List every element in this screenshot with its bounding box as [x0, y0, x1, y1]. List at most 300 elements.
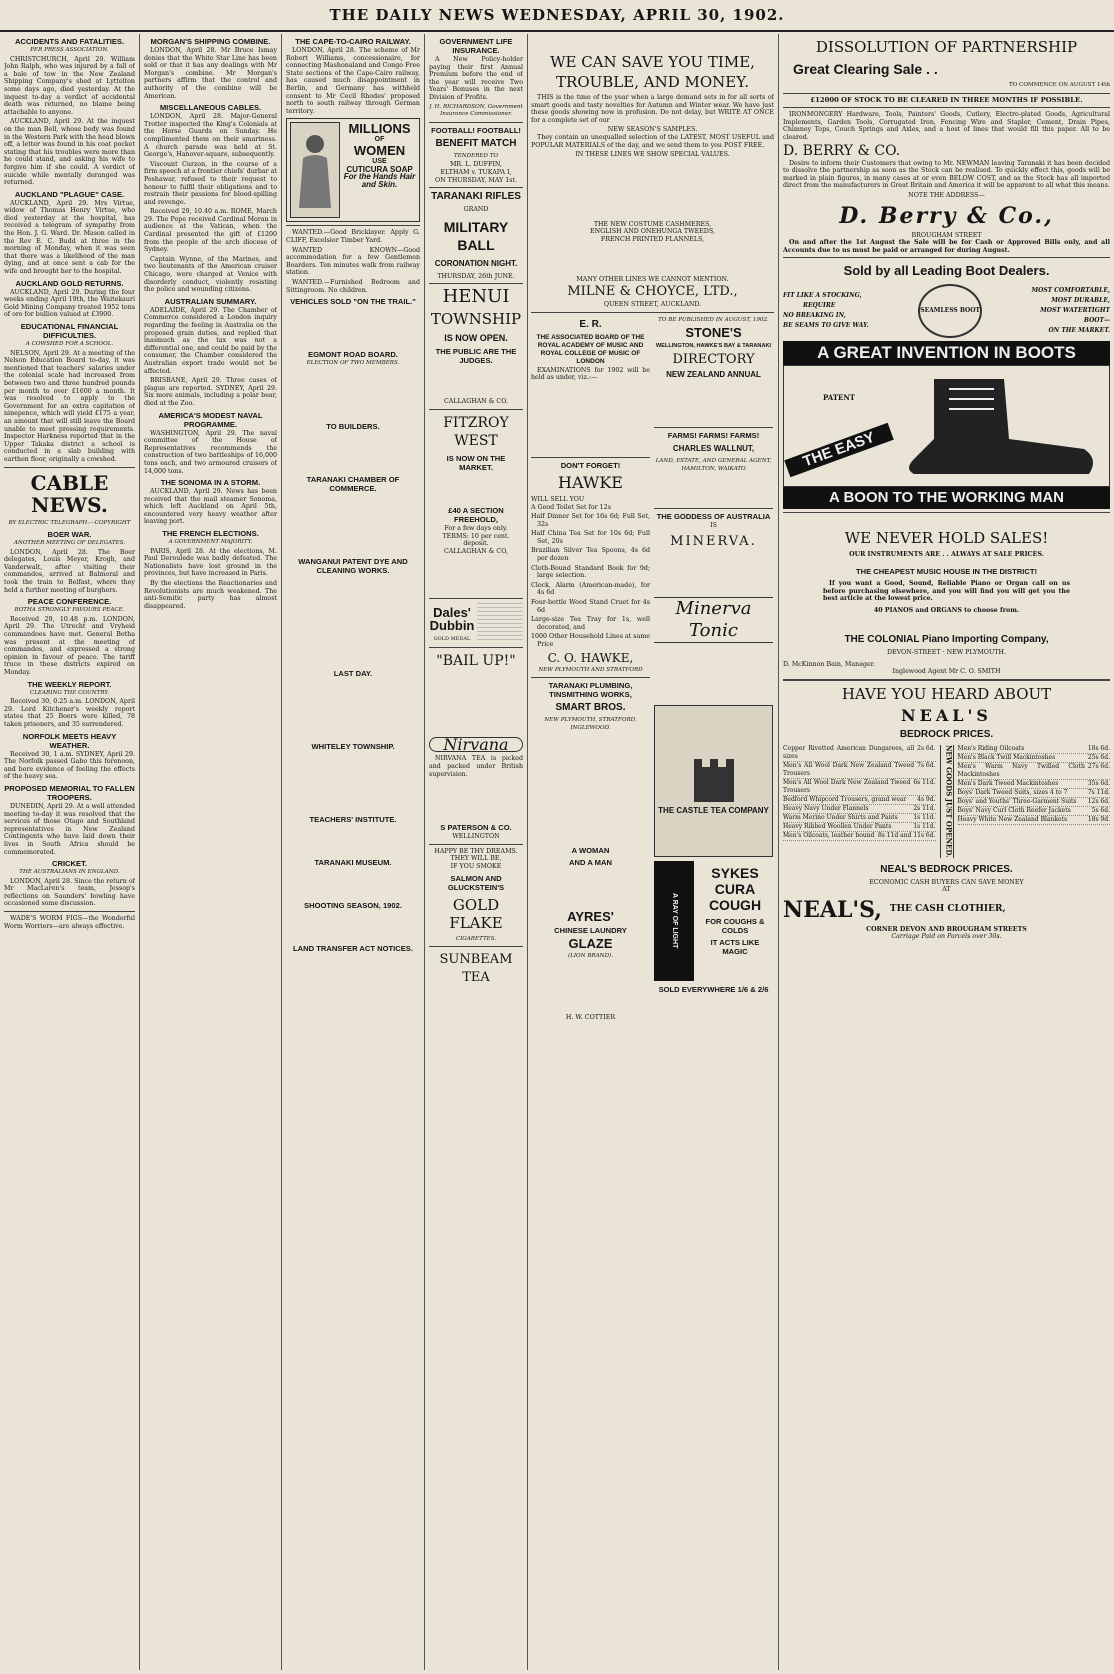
list-item: Four-bottle Wood Stand Cruet for 4s 6d: [531, 599, 650, 614]
list-item: 1000 Other Household Lines at same Price: [531, 633, 650, 648]
headline: FARMS! FARMS! FARMS!: [667, 431, 760, 441]
text: IF YOU SMOKE: [450, 863, 502, 871]
price-row: [958, 780, 1111, 789]
price-item: Boys' Navy Curl Cloth Reefer Jackets: [957, 807, 1071, 815]
article-text: AUCKLAND, April 29. During the four weeks ending April 19th, the Waitekauri Gold Mining Company treated 1952 tons of ore for bullion valued at £3900.: [4, 288, 135, 319]
headline: THE ASSOCIATED BOARD OF THE ROYAL ACADEMY OF MUSIC AND ROYAL COLLEGE OF MUSIC OF LONDON: [536, 333, 645, 365]
divider: [429, 844, 523, 845]
text: HAPPY BE THY DREAMS.: [434, 847, 518, 855]
text: CORNER DEVON AND BROUGHAM STREETS: [866, 925, 1027, 933]
two-column-adverts: [531, 316, 774, 1022]
headline: AUSTRALIAN SUMMARY.: [164, 296, 257, 306]
article-text: PARIS, April 28. At the elections, M. Paul Deroulede was badly defeated. The Nationalists have lost ground in the provinces, but have increased in Paris.: [144, 547, 277, 578]
price-value: 7s 11d.: [1087, 789, 1110, 797]
column-3: [286, 34, 420, 1670]
advertiser-name: HAWKE: [558, 472, 623, 492]
masthead: THE DAILY NEWS WEDNESDAY, APRIL 30, 1902.: [329, 6, 785, 24]
text: WILL SELL YOU: [531, 495, 585, 503]
spacer: [531, 733, 650, 843]
article-text: BRISBANE, April 29. Three cases of plague are reported. SYDNEY, April 29. Six more animals, including a polar bear, died at the Zoo.: [144, 377, 277, 407]
spacer: [531, 868, 650, 908]
advert-title: Dales' Dubbin: [429, 605, 475, 634]
spacer: [429, 555, 523, 595]
woman-illustration: [290, 122, 340, 218]
classified: WANTED.—Furnished Bedroom and Sittingroom. No children.: [286, 278, 420, 294]
advert-title: USE: [372, 157, 387, 165]
headline: FOOTBALL! FOOTBALL!: [431, 125, 521, 135]
price-item: Boys' Dark Tweed Suits, sizes 4 to 7: [957, 789, 1068, 797]
column-rule: [281, 34, 282, 1670]
seamless-seal: SEAMLESS BOOT: [918, 284, 982, 338]
advert-text: On and after the 1st August the Sale will be for Cash or Approved Bills only, and all Accounts due to us must be paid or arranged for during August.: [783, 239, 1110, 254]
list-item: Half China Tea Set for 10s 6d; Full Set, 20s: [531, 530, 650, 545]
headline: THE CAPE-TO-CAIRO RAILWAY.: [295, 37, 411, 46]
headline: FITZROY WEST: [443, 414, 509, 449]
article-text: LONDON, April 28. The scheme of Mr Robert Williams, concessionaire, for connecting Mashonaland and Congo Free State sections of the Cape-Cairo railway, has caused much disappointment in Berlin, and Germany has withheld consent to Mr Cecil Rhodes' proposed north to south railway through German territory.: [286, 47, 420, 115]
advertiser-name: MILNE & CHOYCE, LTD.,: [567, 284, 738, 300]
nirvana-logo: Nirvana: [429, 737, 523, 753]
price-item: Bedford Whipcord Trousers, grand wear: [783, 796, 907, 804]
headline: PROPOSED MEMORIAL TO FALLEN TROOPERS.: [4, 783, 135, 802]
subhead: TO COMMENCE ON AUGUST 14th: [1008, 82, 1110, 88]
subhead: LAND, ESTATE, AND GENERAL AGENT, HAMILTON, WAIKATO: [655, 458, 772, 472]
spacer: [654, 555, 773, 595]
headline: TOWNSHIP: [430, 310, 522, 329]
price-value: 12s 6d.: [1087, 798, 1110, 806]
headline: NEW ZEALAND ANNUAL: [666, 370, 761, 380]
text: NEW SEASON'S SAMPLES.: [607, 126, 698, 134]
advert-text-block: [477, 603, 523, 643]
subhead: ANOTHER MEETING OF DELEGATES.: [13, 540, 126, 547]
divider: [783, 512, 1110, 513]
price-value: 2s 6d.: [917, 745, 936, 753]
price-value: 35s 6d.: [1087, 780, 1110, 788]
subhead: ELECTION OF TWO MEMBERS.: [306, 360, 400, 367]
headline: IT ACTS LIKE MAGIC: [710, 938, 760, 957]
divider: [286, 225, 420, 226]
divider: [783, 107, 1110, 108]
spacer: [429, 473, 523, 503]
advert-text: GOLD MEDAL: [433, 636, 471, 643]
boot-features: [783, 284, 1110, 338]
price-list-right: [958, 745, 1111, 858]
classified: WANTED.—Good Bricklayer. Apply G. CLIFF, Excelsior Timber Yard.: [286, 229, 420, 244]
subhead: A COWSHED FOR A SCHOOL.: [25, 341, 114, 347]
boon-banner: A BOON TO THE WORKING MAN: [783, 487, 1110, 509]
text: IS: [710, 521, 717, 529]
headline: TARANAKI MUSEUM.: [314, 857, 392, 867]
headline: DON'T FORGET!: [560, 460, 621, 470]
left-advert-column: [531, 316, 650, 1022]
headline: TARANAKI PLUMBING, TINSMITHING WORKS,: [548, 681, 633, 700]
headline: MILITARY BALL: [443, 218, 509, 253]
price-item: Heavy White New Zealand Blankets: [957, 816, 1068, 824]
price-item: Men's All Wool Dark New Zealand Tweed Trousers: [783, 779, 911, 795]
headline: SOLD EVERYWHERE 1/6 & 2/6: [658, 985, 769, 995]
advert-title: For the Hands Hair and Skin.: [343, 172, 416, 189]
headline: AUCKLAND "PLAGUE" CASE.: [14, 189, 125, 199]
price-item: Men's Riding Oilcoats: [957, 745, 1025, 753]
price-value: 5s 6d.: [1091, 807, 1110, 815]
advert-title: OF: [374, 136, 385, 144]
divider: [783, 93, 1110, 94]
advert-title: MILLIONS: [348, 121, 411, 137]
column-1: [4, 34, 135, 1670]
price-value: 2s 11d.: [913, 805, 936, 813]
sykes-advert: [654, 861, 773, 981]
feature-text: BE SEAMS TO GIVE WAY.: [783, 322, 869, 330]
text: THE CASH CLOTHIER,: [889, 904, 1006, 915]
feature-text: NO BREAKING IN,: [783, 312, 846, 320]
price-item: Copper Rivetted American Dungarees, all sizes: [783, 745, 915, 761]
headline: E. R.: [579, 318, 602, 330]
article-text: LONDON, April 28. Since the return of Mr MacLaren's team, Jessop's reflections on Saunders' bowling have occasioned some discussion.: [4, 877, 135, 908]
advertiser-name: AYRES': [567, 909, 614, 925]
spacer: [531, 962, 650, 1012]
advert-text: If you want a Good, Sound, Reliable Piano or Organ call on us before purchasing elsewhere, and you will find you will get you the best article at the lowest price.: [823, 579, 1070, 603]
headline: HENUI: [442, 286, 510, 308]
divider: [783, 679, 1110, 681]
price-row: [958, 763, 1111, 780]
price-value: 18s 6d.: [1087, 745, 1110, 753]
spacer: [286, 494, 420, 554]
headline: WELLINGTON, HAWKE'S BAY & TARANAKI: [655, 343, 772, 350]
headline: DIRECTORY: [672, 352, 755, 368]
text: QUEEN STREET, AUCKLAND.: [603, 301, 702, 309]
boot-illustration-panel: [783, 365, 1110, 487]
list-item: A Good Toilet Set for 12s: [531, 503, 611, 511]
price-row: [958, 816, 1111, 825]
dales-dubbin-advert: [429, 602, 523, 644]
divider: [783, 257, 1110, 258]
headline: EGMONT ROAD BOARD.: [308, 350, 398, 360]
classified: WANTED KNOWN—Good accommodation for a few Gentlemen Boarders. Ten minutes walk from railway station.: [286, 246, 420, 277]
headline: IS NOW ON THE MARKET.: [446, 453, 506, 472]
advert-text: THIS is the time of the year when a large demand sets in for all sorts of smart goods and tasty novelties for Autumn and Winter wear. We have just these goods showing now in profusion. Do not delay, but WRITE AT ONCE for a complete set of our: [531, 94, 774, 124]
advertiser-name: D. BERRY & CO.: [783, 142, 901, 159]
text: £12000 OF STOCK TO BE CLEARED IN THREE MONTHS IF POSSIBLE.: [810, 95, 1083, 104]
subhead: BY ELECTRIC TELEGRAPH.—COPYRIGHT: [8, 519, 131, 526]
text: OUR INSTRUMENTS ARE . . ALWAYS AT SALE PRICES.: [849, 551, 1044, 559]
price-list-left: [783, 745, 936, 858]
text: THURSDAY, 26th JUNE.: [437, 272, 515, 280]
text: THE NEW COSTUME CASHMERES,: [593, 220, 712, 228]
spacer: [531, 244, 774, 274]
headline: THE FRENCH ELECTIONS.: [162, 529, 259, 539]
subhead: PER PRESS ASSOCIATION.: [30, 47, 109, 53]
text: IN THESE LINES WE SHOW SPECIAL VALUES.: [575, 151, 730, 159]
divider: [429, 598, 523, 599]
feature-text: MOST DURABLE,: [1051, 297, 1110, 305]
article-text: Received 30, 1 a.m. SYDNEY, April 29. The Norfolk passed Gabo this forenoon, and bore evidence of feeling the effects of the heavy sea.: [4, 750, 135, 781]
article-text: LONDON, April 28. Mr Bruce Ismay denies that the White Star Line has been sold or that it has any dealings with Mr Morgan's combine. Mr Morgan's partners affirm that the control and authority of the combine will be American.: [144, 47, 277, 100]
price-value: 4s 9d.: [917, 796, 936, 804]
headline: CHINESE LAUNDRY: [554, 926, 627, 936]
headline: LAND TRANSFER ACT NOTICES.: [293, 943, 413, 953]
headline: NORFOLK MEETS HEAVY WEATHER.: [22, 731, 117, 750]
headline: MISCELLANEOUS CABLES.: [159, 103, 262, 113]
article-text: NELSON, April 29. At a meeting of the Nelson Education Board to-day, it was mentioned that teachers' salaries under the colonial scale had increased from between two and three hundred pounds per month to over £1600 a month. It was resolved to apply to the Government for an extra capitation of ninepence, which will yield £175 a year, an amount that will still leave the Board unable to meet pressing requirements. Inspector Harkness reported that in the Upper Takaka district a school is conducted in a slab building with earthen floor, originally a cowshed.: [4, 349, 135, 463]
right-advert-column: [654, 316, 773, 1022]
boot-icon: [894, 369, 1104, 484]
subhead: CIGARETTES.: [455, 935, 497, 942]
article-text: Received 30, 0.25 a.m. LONDON, April 29. Lord Kitchener's weekly report states that 25 Boers were killed, 78 taken prisoners, and 35 surrendered.: [4, 698, 135, 728]
headline: HAVE YOU HEARD ABOUT: [841, 685, 1052, 704]
feature-text: ON THE MARKET.: [1048, 327, 1110, 335]
price-row: [958, 807, 1111, 816]
text: 40 PIANOS and ORGANS to choose from.: [873, 606, 1020, 614]
headline: MINERVA.: [670, 534, 757, 550]
text: NOTE THE ADDRESS—: [908, 191, 985, 199]
item-list: [531, 504, 650, 649]
easy-banner: THE EASY: [784, 423, 894, 478]
text: DEVON-STREET · NEW PLYMOUTH.: [887, 649, 1006, 657]
price-item: Heavy Ribbed Woollen Under Pants: [783, 823, 892, 831]
spacer: [429, 674, 523, 734]
price-row: [783, 779, 936, 796]
headline: GOLD FLAKE: [449, 895, 503, 932]
article-text: LONDON, April 28. The Boer delegates, Louis Meyer, Krogh, and Vanderwalt, after visiting their commandos, arrived at Balmoral and took the train to Belfast, where they held a further meeting of burghers.: [4, 548, 135, 594]
price-row: [783, 745, 936, 762]
text: THEY WILL BE,: [450, 855, 502, 863]
divider: [429, 187, 523, 188]
divider: [429, 409, 523, 410]
headline: TEACHERS' INSTITUTE.: [309, 814, 397, 824]
spacer: [286, 576, 420, 666]
price-value: 1s 11d.: [913, 814, 936, 822]
price-row: [783, 823, 936, 832]
divider: [429, 283, 523, 284]
advert-text: EXAMINATIONS for 1902 will be held as under, viz.:—: [531, 366, 650, 382]
column-rule: [778, 34, 779, 1670]
headline: ACCIDENTS AND FATALITIES.: [14, 37, 125, 46]
subhead: TENDERED TO: [453, 152, 499, 159]
headline: DISSOLUTION OF PARTNERSHIP: [815, 38, 1078, 56]
headline: S PATERSON & CO.: [440, 823, 512, 833]
spacer: [286, 868, 420, 898]
text: D. McKinnon Bain, Manager.: [783, 660, 876, 668]
price-item: Men's Black Twill Mackintoshes: [957, 754, 1056, 762]
headline: WHITELEY TOWNSHIP.: [311, 741, 395, 751]
subhead: NEW PLYMOUTH, STRATFORD, INGLEWOOD.: [544, 717, 637, 731]
feature-text: MOST COMFORTABLE,: [1031, 287, 1110, 295]
article-text: AUCKLAND, April 29. At the inquest on the man Bell, whose body was found in the Western Park with the head blown off, a letter was found in his coat pocket stating that his troubles were more than he could stand, and asking his wife to forgive him if she could. A verdict of suicide while mentally deranged was returned.: [4, 118, 135, 187]
headline: CRICKET.: [51, 859, 88, 869]
invention-banner: A GREAT INVENTION IN BOOTS: [783, 341, 1110, 365]
spacer: [429, 366, 523, 396]
divider: [531, 312, 774, 313]
headline: SUNBEAM TEA: [439, 952, 513, 986]
price-row: [783, 796, 936, 805]
price-row: [958, 789, 1111, 798]
advertiser-name: THE COLONIAL Piano Importing Company,: [844, 634, 1049, 646]
text: ON THURSDAY, MAY 1st.: [434, 176, 518, 184]
text: Inglewood Agent Mr C. O. SMITH: [892, 668, 1001, 676]
spacer: [531, 384, 650, 454]
headline: TROUBLE, AND MONEY.: [556, 73, 749, 91]
advertiser-name: C. O. HAWKE,: [547, 650, 634, 665]
divider: [429, 122, 523, 123]
advertiser-name: NEAL'S,: [783, 896, 882, 923]
text: TERMS: 10 per cent. deposit.: [442, 532, 510, 548]
headline: "BAIL UP!": [436, 652, 516, 669]
price-item: Men's Dark Tweed Mackintoshes: [957, 780, 1059, 788]
text: GRAND: [463, 206, 489, 214]
headline: WE NEVER HOLD SALES!: [844, 529, 1049, 548]
cable-news-heading: CABLE NEWS.: [30, 470, 109, 517]
advertiser-name: D. Berry & Co.,: [839, 202, 1054, 229]
headline: TARANAKI RIFLES: [431, 191, 521, 203]
divider: [4, 911, 135, 912]
neals-footer: [783, 894, 1110, 926]
article-text: WASHINGTON, April 29. The naval committee of the House of Representatives recommends the construction of two battleships of 16,000 tons each, and two armoured cruisers of 14,000 tons.: [144, 429, 277, 475]
subhead: CLEARING THE COUNTRY.: [29, 689, 110, 696]
headline: WANGANUI PATENT DYE AND CLEANING WORKS.: [298, 556, 408, 575]
feature-text: FIT LIKE A STOCKING,: [783, 292, 862, 300]
column-rule: [139, 34, 140, 1670]
article-text: Received 29, 10.48 p.m. LONDON, April 29. The Utrecht and Vryheid commandoes have met. General Botha was present at the meeting of commandos, and expressed a strong opinion in favour of peace. The tariff truce in these districts expired on Monday.: [4, 615, 135, 676]
headline: THE CHEAPEST MUSIC HOUSE IN THE DISTRICT!: [856, 566, 1037, 576]
text: AT: [942, 886, 951, 894]
column-4: [429, 34, 523, 1670]
headline: IS NOW OPEN.: [444, 333, 508, 344]
subhead: BOTHA STRONGLY FAVOURS PEACE.: [14, 607, 125, 614]
price-value: 27s 6d.: [1087, 763, 1110, 771]
ray-of-light-banner: A RAY OF LIGHT: [654, 861, 694, 981]
column-rule: [424, 34, 425, 1670]
advertiser-name: SMART BROS.: [555, 702, 626, 714]
feature-text: MOST WATERTIGHT: [1040, 307, 1110, 315]
minerva-tonic-logo: Minerva Tonic: [654, 597, 773, 643]
headline: THE PUBLIC ARE THE JUDGES.: [435, 347, 517, 366]
subhead: TO BE PUBLISHED IN AUGUST, 1902.: [658, 316, 769, 323]
subhead: (LION BRAND).: [567, 953, 614, 960]
headline: GLAZE: [568, 936, 613, 952]
headline: EDUCATIONAL FINANCIAL DIFFICULTIES.: [20, 322, 119, 340]
subhead: NEW PLYMOUTH AND STRATFORD: [538, 666, 643, 673]
headline: Sold by all Leading Boot Dealers.: [843, 263, 1050, 279]
price-item: Men's Warm Navy Twilled Cloth Mackintoshes: [957, 763, 1085, 779]
article-text: LONDON, April 28. Major-General Trotter inspected the King's Colonials at the Horse Guards on Sunday. He complimented them on their smartness. A church parade was held at St. George's, Hanover-square, subsequently.: [144, 113, 277, 159]
price-value: 18s 9d.: [1087, 816, 1110, 824]
headline: CORONATION NIGHT.: [434, 258, 518, 268]
price-row: [783, 814, 936, 823]
article-text: AUCKLAND, April 29. Mrs Virtue, widow of Thomas Henry Virtue, who died yesterday at the hospital, has received a telegram of sympathy from the Hon. J. G. Ward. Dr. Mason called in the Rev E. C. Budd at three in the morning of Monday, when it was seen that there was a likelihood of the man dying, and at once sent a cab for the wife and brought her to the hospital.: [4, 199, 135, 276]
headline: TARANAKI CHAMBER OF COMMERCE.: [306, 474, 400, 493]
headline: BENEFIT MATCH: [435, 137, 517, 149]
spacer: [286, 825, 420, 855]
divider: [429, 647, 523, 648]
advert-title: CUTICURA SOAP: [346, 164, 413, 174]
text: BROUGHAM STREET: [911, 231, 982, 239]
spacer: [286, 432, 420, 472]
headline: PEACE CONFERENCE.: [27, 597, 112, 607]
headline: STONE'S: [685, 325, 742, 341]
article-text: Received 29, 10.40 a.m. ROME, March 29. The Pope received Cardinal Moran in audience at the Vatican, when the Cardinal presented the gift of £1200 from the people of the arch diocese of Sydney.: [144, 208, 277, 254]
list-item: Clock, Alarm (American-made), for 4s 6d: [531, 581, 650, 597]
headline: MORGAN'S SHIPPING COMBINE.: [150, 37, 271, 46]
subhead: THE AUSTRALIANS IN ENGLAND.: [19, 869, 120, 876]
list-item: Half Dinner Set for 16s 6d; Full Set, 32s: [531, 513, 650, 528]
article-text: CHRISTCHURCH, April 29. William John Ralph, who was injured by a fall of a bale of tow in the New Zealand Shipping Company's shed at Lyttelton some days ago, died yesterday. At the inquest to-day a verdict of accidental death was returned, no blame being attachable to anyone.: [4, 55, 135, 116]
spacer: [286, 369, 420, 419]
divider: [4, 467, 135, 468]
article-text: AUCKLAND, April 29. News has been received that the mail steamer Sonoma, which left Auckland on April 5th, encountered very heavy weather after leaving port.: [144, 488, 277, 526]
price-row: [958, 798, 1111, 807]
column-6: [783, 34, 1110, 1670]
headline: BEDROCK PRICES.: [899, 729, 994, 741]
text: FRENCH PRINTED FLANNELS,: [600, 235, 705, 243]
headline: VEHICLES SOLD "ON THE TRAIL.": [290, 297, 416, 307]
price-value: 1s 11d.: [913, 823, 936, 831]
price-item: Heavy Navy Under Flannels: [783, 805, 869, 813]
text: H. W. COTTIER: [565, 1013, 616, 1021]
feature-text: REQUIRE: [803, 302, 836, 310]
text: ENGLISH AND ONEHUNGA TWEEDS,: [590, 228, 715, 236]
text: ELTHAM v. TUKAPA I,: [440, 168, 512, 176]
spacer: [654, 643, 773, 703]
price-row: [958, 754, 1111, 763]
advertiser-name: NEAL'S: [901, 706, 992, 726]
column-rule: [527, 34, 528, 1670]
text: Carriage Paid on Parcels over 30s.: [891, 933, 1002, 941]
masthead-rule: [0, 30, 1114, 32]
price-row: [958, 745, 1111, 754]
headline: TO BUILDERS.: [326, 421, 380, 431]
advert-text: NIRVANA TEA is picked and packed under British supervision.: [429, 755, 523, 778]
divider: [531, 457, 650, 458]
price-value: 6s 11d.: [913, 779, 936, 787]
price-value: 25s 6d.: [1087, 754, 1110, 762]
price-item: Warm Merino Under Shirts and Pants: [783, 814, 898, 822]
headline: £40 A SECTION FREEHOLD,: [448, 505, 504, 524]
cuticura-advert: [286, 118, 420, 222]
headline: THE SONOMA IN A STORM.: [160, 478, 261, 488]
headline: A WOMAN: [571, 846, 610, 856]
headline: WE CAN SAVE YOU TIME,: [550, 53, 755, 71]
advert-text: IRONMONGERY Hardware, Tools, Painters' Goods, Cutlery, Electro-plated Goods, Agricultural Implements, Garden Tools, Corrugated Iron, Fencing Wire and Stapler, Cement, Drain Pipes, Chimney Tops, Couch Springs and Axles, and a host of lines that would fill this paper. All to be cleared.: [783, 111, 1110, 141]
headline: LAST DAY.: [333, 668, 373, 678]
patent-label: PATENT: [823, 392, 855, 402]
subhead: A GOVERNMENT MAJORITY.: [168, 539, 253, 546]
article-text: DUNEDIN, April 29. At a well attended meeting to-day it was resolved that the services of those Otago and Southland representatives in New Zealand Contingents who have laid down their lives in South Africa should be commemorated.: [4, 802, 135, 856]
feature-text: BOOT—: [1083, 317, 1110, 325]
column-2: [144, 34, 277, 1670]
spacer: [429, 780, 523, 820]
price-row: [783, 762, 936, 779]
advert-title: SYKES CURA COUGH: [708, 865, 762, 914]
advert-text: They contain an unequalled selection of the LATEST, MOST USEFUL and POPULAR MATERIALS of the day, and we send them to you POST FREE.: [531, 133, 774, 149]
price-item: Men's Oilcoats, leather bound: [783, 832, 875, 840]
text: For a few days only.: [444, 524, 508, 532]
headline: AMERICA'S MODEST NAVAL PROGRAMME.: [158, 410, 263, 429]
headline: AUCKLAND GOLD RETURNS.: [15, 278, 124, 288]
divider: [429, 946, 523, 947]
spacer: [286, 679, 420, 739]
headline: FOR COUGHS & COLDS: [705, 917, 765, 936]
spacer: [286, 911, 420, 941]
list-item: Brazilian Silver Tea Spoons, 4s 6d per dozen: [531, 547, 650, 563]
price-value: 8s 11d and 11s 6d.: [877, 832, 936, 840]
headline: Great Clearing Sale . .: [793, 61, 938, 77]
article-text: By the elections the Reactionaries and Revolutionists are much weakened. The anti-Semitic party has almost disappeared.: [144, 580, 277, 610]
advert-title: THE CASTLE TEA COMPANY: [658, 806, 769, 816]
advert-title: WOMEN: [353, 142, 406, 158]
advert-text: Desire to inform their Customers that owing to Mr. NEWMAN leaving Taranaki it has been decided to dissolve the partnership as soon as the Stock can be realised. To quickly effect this, goods will be marked in plain figures, in many cases at or even BELOW COST, and as the Stock has all imported direct from the manufacturers in Great Britain and America it will be apparent to all what this means.: [783, 159, 1110, 190]
spacer: [286, 307, 420, 347]
text: CALLAGHAN & CO.: [443, 398, 509, 406]
article-text: Captain Wynne, of the Marines, and two lieutenants of the American cruiser Chicago, were charged at Venice with disorderly conduct, violently resisting the police and wounding citizens.: [144, 255, 277, 294]
